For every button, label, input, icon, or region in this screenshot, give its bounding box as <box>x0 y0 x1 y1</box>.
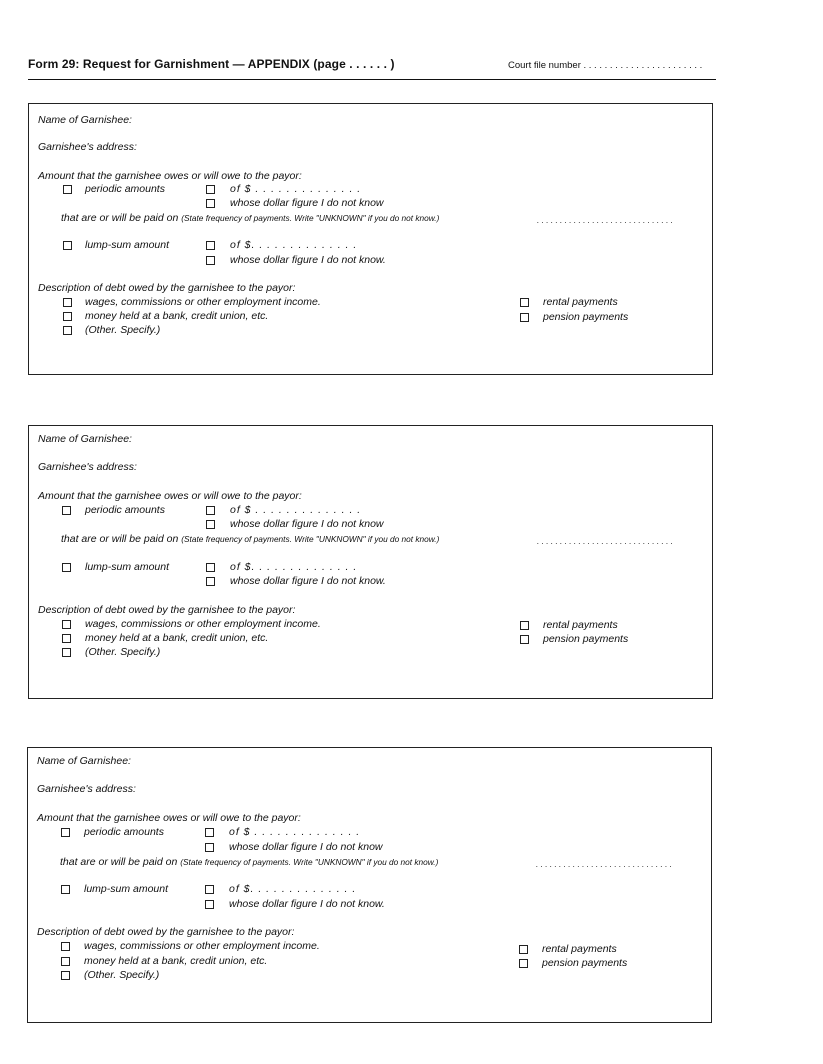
periodic-amounts-label: periodic amounts <box>85 504 165 516</box>
periodic-unknown-figure-checkbox[interactable] <box>205 843 214 852</box>
other-checkbox[interactable] <box>61 971 70 980</box>
periodic-of-amount-label: of $ . . . . . . . . . . . . . . <box>229 826 361 838</box>
garnishee-address-label: Garnishee's address: <box>38 141 137 153</box>
pension-payments-label: pension payments <box>542 957 628 969</box>
money-held-label: money held at a bank, credit union, etc. <box>84 955 268 967</box>
periodic-of-amount-label: of $ . . . . . . . . . . . . . . <box>230 183 362 195</box>
description-of-debt-label: Description of debt owed by the garnishee to the payor: <box>37 926 295 938</box>
garnishee-section-1 <box>28 103 713 375</box>
form-header <box>28 57 716 83</box>
rental-payments-checkbox[interactable] <box>520 621 529 630</box>
periodic-unknown-figure-label: whose dollar figure I do not know <box>229 841 383 853</box>
paid-on-entry[interactable]: . . . . . . . . . . . . . . . . . . . . . . . . . . . . . . <box>537 536 674 546</box>
periodic-amounts-checkbox[interactable] <box>61 828 70 837</box>
lump-sum-of-amount-checkbox[interactable] <box>206 241 215 250</box>
money-held-checkbox[interactable] <box>62 634 71 643</box>
paid-on-label <box>60 856 438 868</box>
paid-on-note: (State frequency of payments. Write "UNKNOWN" if you do not know.) <box>181 213 440 223</box>
garnishee-section-2 <box>28 425 713 699</box>
description-of-debt-label: Description of debt owed by the garnishee to the payor: <box>38 604 296 616</box>
garnishee-address-label: Garnishee's address: <box>38 461 137 473</box>
garnishee-section-3 <box>27 747 712 1023</box>
lump-sum-label: lump-sum amount <box>84 883 169 895</box>
rental-payments-checkbox[interactable] <box>520 298 529 307</box>
pension-payments-checkbox[interactable] <box>519 959 528 968</box>
wages-label: wages, commissions or other employment income. <box>85 296 321 308</box>
court-file-number: Court file number . . . . . . . . . . . . . . . . . . . . . . . <box>508 60 703 71</box>
periodic-unknown-figure-label: whose dollar figure I do not know <box>230 518 384 530</box>
form-title: Form 29: Request for Garnishment — APPENDIX (page . . . . . . ) <box>28 57 395 71</box>
lump-sum-unknown-figure-checkbox[interactable] <box>206 256 215 265</box>
amount-owed-label: Amount that the garnishee owes or will owe to the payor: <box>37 812 301 824</box>
amount-owed-label: Amount that the garnishee owes or will owe to the payor: <box>38 170 302 182</box>
paid-on-prefix: that are or will be paid on <box>60 856 178 868</box>
name-of-garnishee-label: Name of Garnishee: <box>38 433 132 445</box>
periodic-of-amount-checkbox[interactable] <box>206 506 215 515</box>
lump-sum-unknown-figure-label: whose dollar figure I do not know. <box>230 254 386 266</box>
wages-checkbox[interactable] <box>62 620 71 629</box>
garnishee-address-label: Garnishee's address: <box>37 783 136 795</box>
money-held-label: money held at a bank, credit union, etc. <box>85 310 269 322</box>
lump-sum-of-amount-label: of $. . . . . . . . . . . . . . <box>230 239 358 251</box>
header-rule <box>28 79 716 80</box>
wages-checkbox[interactable] <box>61 942 70 951</box>
lump-sum-of-amount-checkbox[interactable] <box>206 563 215 572</box>
periodic-of-amount-checkbox[interactable] <box>205 828 214 837</box>
pension-payments-label: pension payments <box>543 633 629 645</box>
name-of-garnishee-label: Name of Garnishee: <box>38 114 132 126</box>
other-checkbox[interactable] <box>62 648 71 657</box>
lump-sum-checkbox[interactable] <box>63 241 72 250</box>
paid-on-label <box>61 212 439 224</box>
periodic-amounts-checkbox[interactable] <box>63 185 72 194</box>
lump-sum-of-amount-checkbox[interactable] <box>205 885 214 894</box>
rental-payments-label: rental payments <box>543 619 618 631</box>
wages-checkbox[interactable] <box>63 298 72 307</box>
other-label: (Other. Specify.) <box>85 646 161 658</box>
pension-payments-label: pension payments <box>543 311 629 323</box>
lump-sum-label: lump-sum amount <box>85 239 170 251</box>
lump-sum-checkbox[interactable] <box>61 885 70 894</box>
paid-on-note: (State frequency of payments. Write "UNKNOWN" if you do not know.) <box>180 857 439 867</box>
other-label: (Other. Specify.) <box>85 324 161 336</box>
periodic-unknown-figure-checkbox[interactable] <box>206 520 215 529</box>
amount-owed-label: Amount that the garnishee owes or will owe to the payor: <box>38 490 302 502</box>
periodic-of-amount-label: of $ . . . . . . . . . . . . . . <box>230 504 362 516</box>
paid-on-entry[interactable]: . . . . . . . . . . . . . . . . . . . . . . . . . . . . . . <box>536 859 673 869</box>
paid-on-prefix: that are or will be paid on <box>61 212 179 224</box>
lump-sum-unknown-figure-checkbox[interactable] <box>205 900 214 909</box>
lump-sum-unknown-figure-checkbox[interactable] <box>206 577 215 586</box>
rental-payments-checkbox[interactable] <box>519 945 528 954</box>
lump-sum-checkbox[interactable] <box>62 563 71 572</box>
description-of-debt-label: Description of debt owed by the garnishee to the payor: <box>38 282 296 294</box>
name-of-garnishee-label: Name of Garnishee: <box>37 755 131 767</box>
periodic-amounts-label: periodic amounts <box>85 183 165 195</box>
rental-payments-label: rental payments <box>542 943 617 955</box>
money-held-checkbox[interactable] <box>63 312 72 321</box>
periodic-unknown-figure-checkbox[interactable] <box>206 199 215 208</box>
lump-sum-of-amount-label: of $. . . . . . . . . . . . . . <box>229 883 357 895</box>
paid-on-label <box>61 533 439 545</box>
money-held-label: money held at a bank, credit union, etc. <box>85 632 269 644</box>
paid-on-entry[interactable]: . . . . . . . . . . . . . . . . . . . . . . . . . . . . . . <box>537 215 674 225</box>
other-label: (Other. Specify.) <box>84 969 160 981</box>
periodic-unknown-figure-label: whose dollar figure I do not know <box>230 197 384 209</box>
money-held-checkbox[interactable] <box>61 957 70 966</box>
wages-label: wages, commissions or other employment income. <box>85 618 321 630</box>
periodic-of-amount-checkbox[interactable] <box>206 185 215 194</box>
lump-sum-unknown-figure-label: whose dollar figure I do not know. <box>229 898 385 910</box>
periodic-amounts-checkbox[interactable] <box>62 506 71 515</box>
paid-on-prefix: that are or will be paid on <box>61 533 179 545</box>
periodic-amounts-label: periodic amounts <box>84 826 164 838</box>
lump-sum-unknown-figure-label: whose dollar figure I do not know. <box>230 575 386 587</box>
rental-payments-label: rental payments <box>543 296 618 308</box>
other-checkbox[interactable] <box>63 326 72 335</box>
pension-payments-checkbox[interactable] <box>520 635 529 644</box>
paid-on-note: (State frequency of payments. Write "UNKNOWN" if you do not know.) <box>181 534 440 544</box>
lump-sum-label: lump-sum amount <box>85 561 170 573</box>
pension-payments-checkbox[interactable] <box>520 313 529 322</box>
lump-sum-of-amount-label: of $. . . . . . . . . . . . . . <box>230 561 358 573</box>
wages-label: wages, commissions or other employment income. <box>84 940 320 952</box>
